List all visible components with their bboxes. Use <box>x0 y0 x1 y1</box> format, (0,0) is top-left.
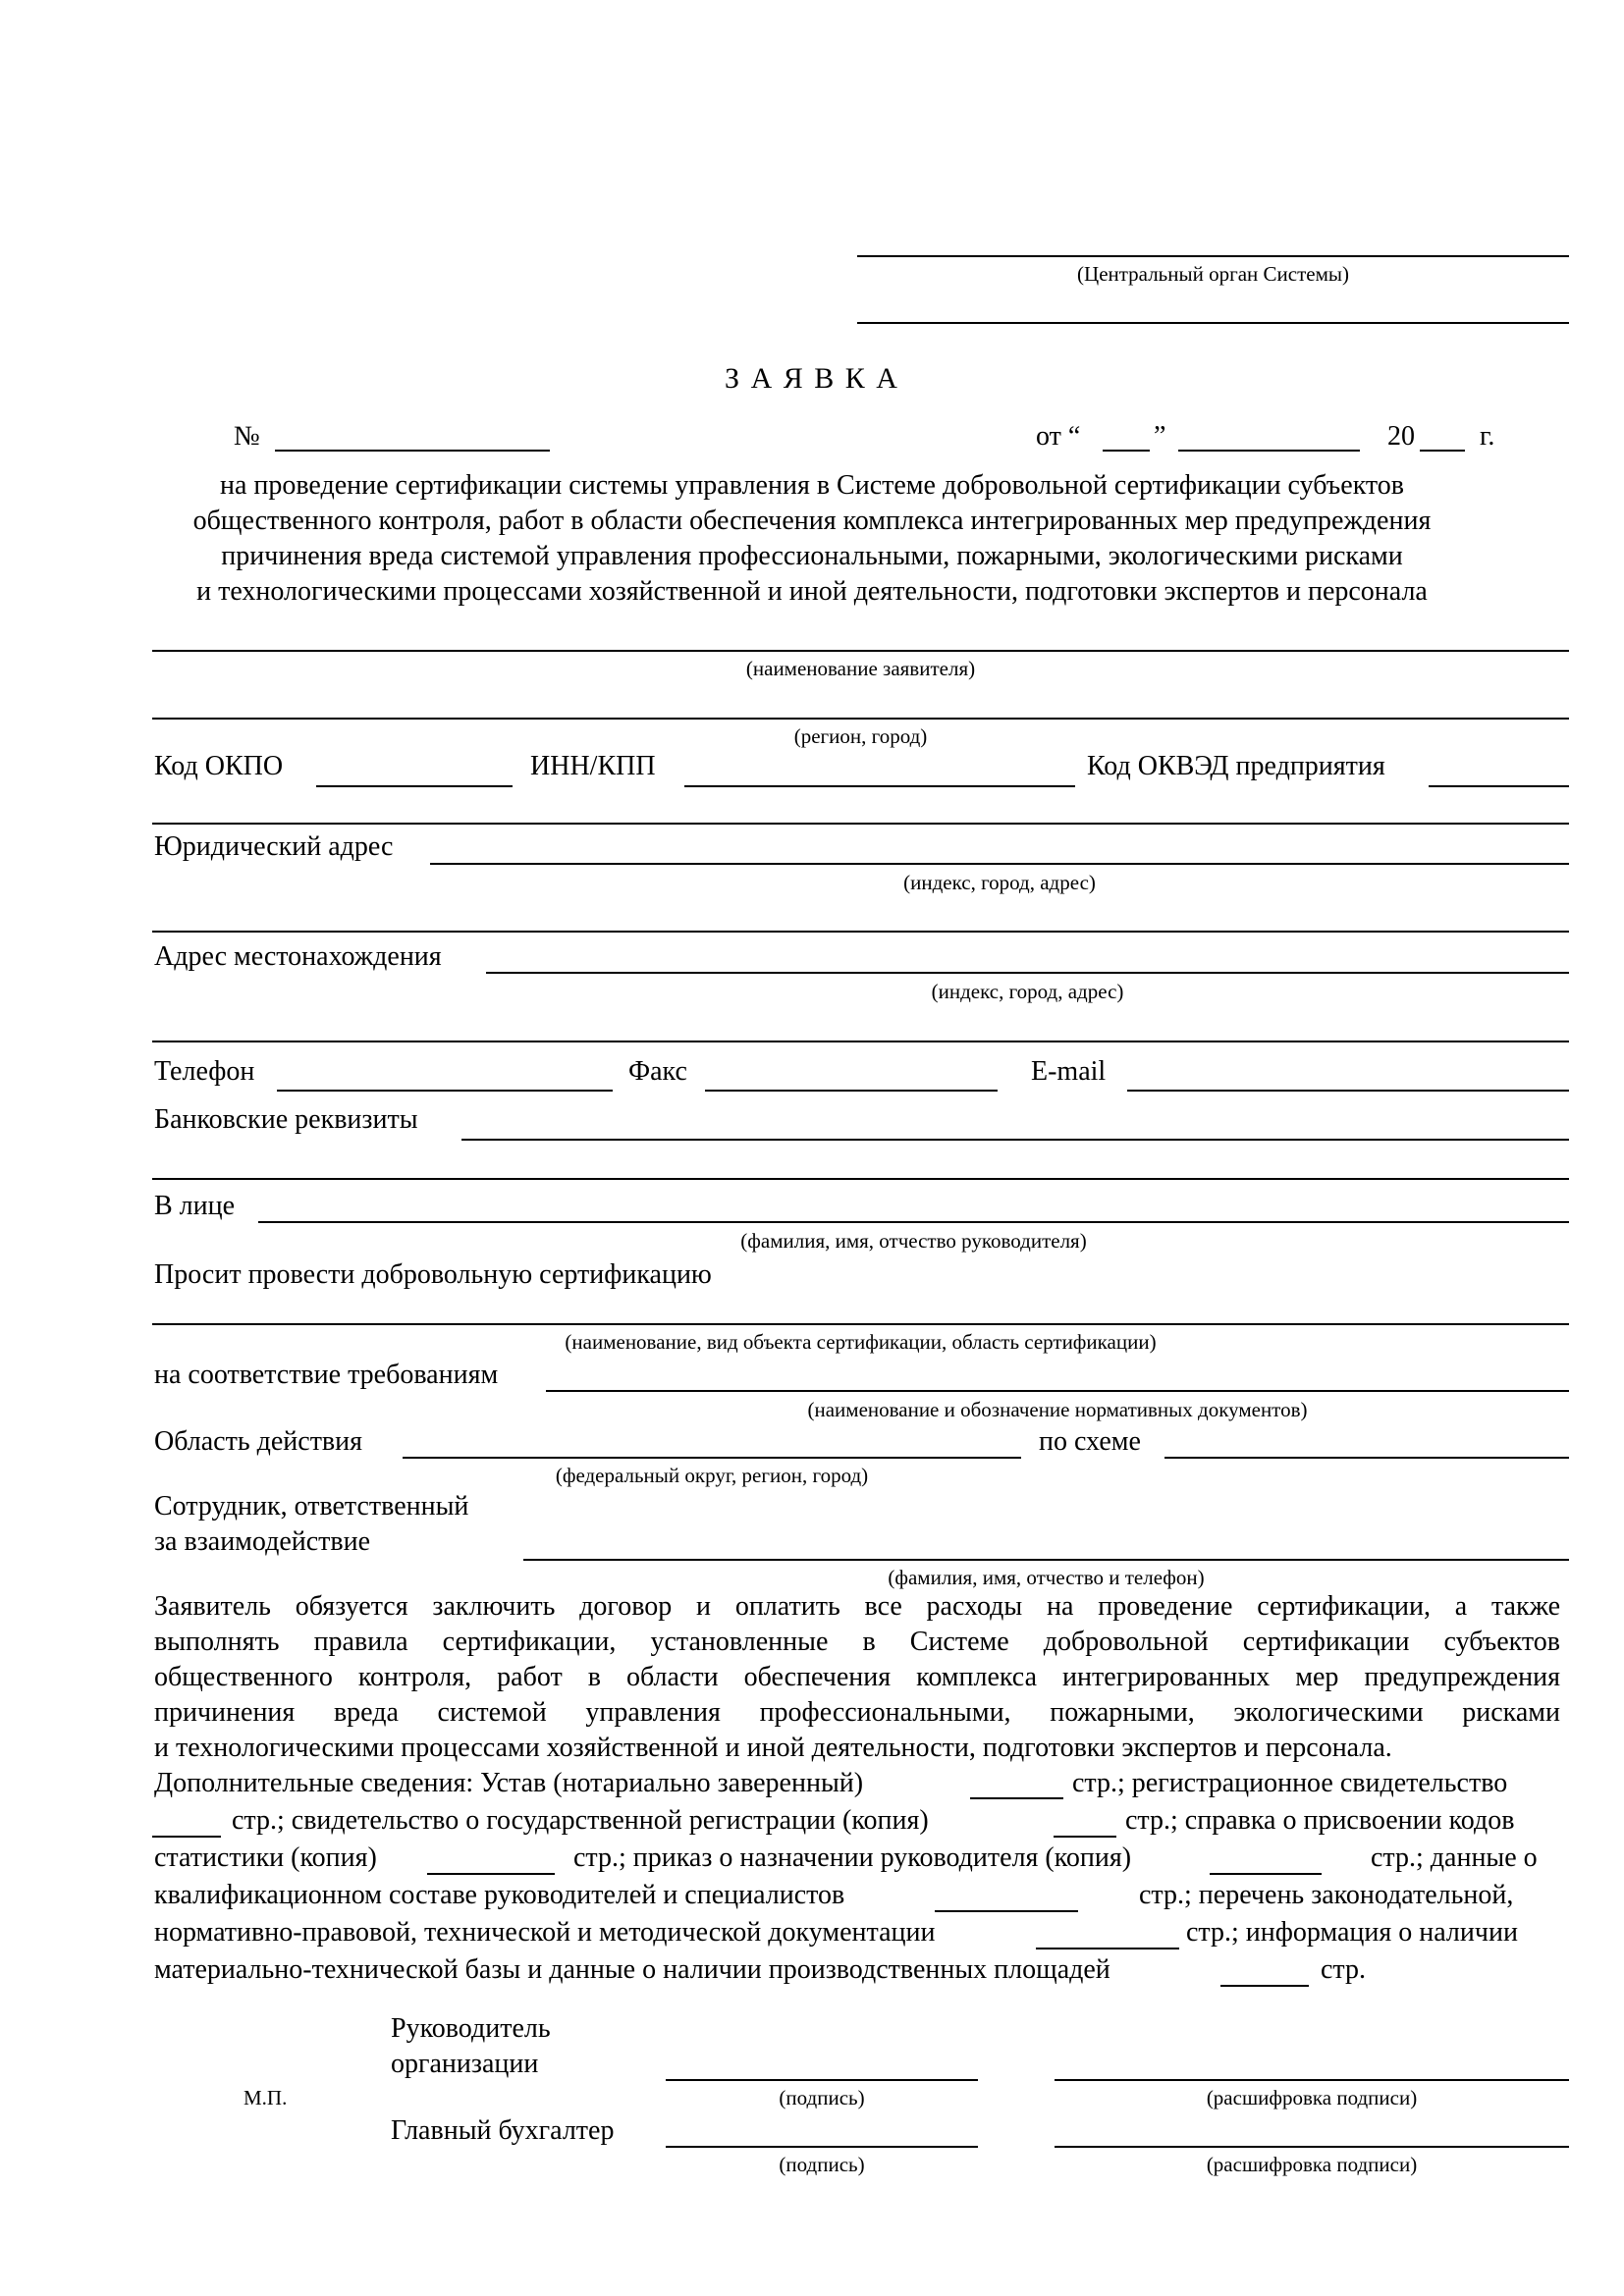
contact-field[interactable] <box>523 1559 1569 1561</box>
scheme-field[interactable] <box>1164 1457 1569 1459</box>
norm-docs-field[interactable] <box>546 1390 1569 1392</box>
phone-label: Телефон <box>154 1056 255 1087</box>
employee-label-2: за взаимодействие <box>154 1526 371 1557</box>
date-month-field[interactable] <box>1178 450 1360 452</box>
okved-field[interactable] <box>1429 785 1569 787</box>
object-field[interactable] <box>152 1323 1569 1325</box>
phone-field[interactable] <box>277 1090 613 1092</box>
compliance-label: на соответствие требованиям <box>154 1360 499 1390</box>
contact-caption: (фамилия, имя, отчество и телефон) <box>888 1566 1205 1589</box>
signature-caption: (подпись) <box>779 2153 865 2176</box>
number-label: № <box>234 421 260 452</box>
accountant-label: Главный бухгалтер <box>391 2115 615 2146</box>
additional-text: стр.; приказ о назначении руководителя (копия) <box>573 1842 1132 1873</box>
date-year-field[interactable] <box>1420 450 1465 452</box>
location-address-caption: (индекс, город, адрес) <box>931 980 1124 1003</box>
additional-text: квалификационном составе руководителей и специалистов <box>154 1880 845 1910</box>
okpo-label: Код ОКПО <box>154 751 284 781</box>
bank-field-2[interactable] <box>152 1178 1569 1180</box>
fax-label: Факс <box>628 1056 687 1087</box>
additional-text: стр.; регистрационное свидетельство <box>1072 1768 1508 1798</box>
inn-field[interactable] <box>684 785 1075 787</box>
fax-field[interactable] <box>705 1090 998 1092</box>
decode-caption: (расшифровка подписи) <box>1206 2153 1418 2176</box>
registration-cert-pages-field[interactable] <box>152 1836 221 1838</box>
head-decode-field[interactable] <box>1055 2079 1569 2081</box>
document-title: З А Я В К А <box>725 362 899 395</box>
accountant-decode-field[interactable] <box>1055 2146 1569 2148</box>
obligation-line-last: и технологическими процессами хозяйственной и иной деятельности, подготовки экспертов и персонала. <box>154 1733 1392 1763</box>
applicant-name-caption: (наименование заявителя) <box>745 657 976 680</box>
signature-caption: (подпись) <box>779 2086 865 2109</box>
additional-text: стр. <box>1321 1954 1367 1985</box>
legal-address-label: Юридический адрес <box>154 831 394 862</box>
object-caption: (наименование, вид объекта сертификации, область сертификации) <box>565 1330 1157 1354</box>
region-city-field[interactable] <box>152 718 1569 720</box>
premises-pages-field[interactable] <box>1220 1985 1309 1987</box>
appointment-order-pages-field[interactable] <box>1210 1873 1322 1875</box>
additional-text: материально-технической базы и данные о наличии производственных площадей <box>154 1954 1110 1985</box>
subtitle-line: причинения вреда системой управления профессиональными, пожарными, экологическими рисками <box>221 541 1403 571</box>
employee-label-1: Сотрудник, ответственный <box>154 1491 469 1522</box>
year-prefix: 20 <box>1387 421 1415 452</box>
date-day-field[interactable] <box>1103 450 1150 452</box>
additional-text: стр.; перечень законодательной, <box>1139 1880 1514 1910</box>
head-label-1: Руководитель <box>391 2013 551 2044</box>
email-field[interactable] <box>1127 1090 1569 1092</box>
statistics-codes-pages-field[interactable] <box>427 1873 555 1875</box>
subtitle-line: общественного контроля, работ в области обеспечения комплекса интегрированных мер предупреждения <box>192 506 1432 536</box>
codes-extra-line[interactable] <box>152 823 1569 825</box>
head-label-2: организации <box>391 2049 539 2079</box>
legal-address-field-2[interactable] <box>152 931 1569 933</box>
documentation-pages-field[interactable] <box>1036 1948 1179 1949</box>
central-body-line-1[interactable] <box>857 255 1569 257</box>
number-field[interactable] <box>275 450 550 452</box>
scheme-label: по схеме <box>1039 1426 1141 1457</box>
obligation-line: Заявитель обязуется заключить договор и оплатить все расходы на проведение сертификации, а также <box>154 1591 1560 1622</box>
okpo-field[interactable] <box>316 785 513 787</box>
head-signature-field[interactable] <box>666 2079 978 2081</box>
date-from-label: от “ <box>1036 421 1081 452</box>
central-body-line-2[interactable] <box>857 322 1569 324</box>
obligation-line: причинения вреда системой управления профессиональными, пожарными, экологическими рисками <box>154 1697 1560 1728</box>
bank-field[interactable] <box>461 1139 1569 1141</box>
location-address-field-2[interactable] <box>152 1041 1569 1042</box>
bank-label: Банковские реквизиты <box>154 1104 418 1135</box>
additional-text: стр.; справка о присвоении кодов <box>1125 1805 1515 1836</box>
head-name-caption: (фамилия, имя, отчество руководителя) <box>740 1229 1087 1253</box>
date-quote-close: ” <box>1154 421 1166 452</box>
district-caption: (федеральный округ, регион, город) <box>555 1464 869 1487</box>
in-person-label: В лице <box>154 1191 236 1221</box>
okved-label: Код ОКВЭД предприятия <box>1087 751 1385 781</box>
state-registration-pages-field[interactable] <box>1054 1836 1116 1838</box>
head-name-field[interactable] <box>258 1221 1569 1223</box>
year-suffix: г. <box>1480 421 1495 452</box>
inn-label: ИНН/КПП <box>530 751 656 781</box>
obligation-line: выполнять правила сертификации, установленные в Системе добровольной сертификации субъектов <box>154 1627 1560 1657</box>
request-label: Просит провести добровольную сертификацию <box>154 1259 712 1290</box>
location-address-label: Адрес местонахождения <box>154 941 442 972</box>
area-field[interactable] <box>403 1457 1021 1459</box>
stamp-label: М.П. <box>244 2086 288 2109</box>
additional-text: нормативно-правовой, технической и методической документации <box>154 1917 936 1948</box>
subtitle-line: на проведение сертификации системы управления в Системе добровольной сертификации субъектов <box>219 470 1405 501</box>
legal-address-caption: (индекс, город, адрес) <box>903 871 1096 894</box>
area-label: Область действия <box>154 1426 363 1457</box>
charter-pages-field[interactable] <box>970 1797 1063 1799</box>
subtitle-line: и технологическими процессами хозяйственной и иной деятельности, подготовки экспертов и персонала <box>196 576 1428 607</box>
central-body-caption: (Центральный орган Системы) <box>1077 262 1349 286</box>
qualification-pages-field[interactable] <box>935 1910 1078 1912</box>
norm-docs-caption: (наименование и обозначение нормативных документов) <box>807 1398 1308 1421</box>
additional-text: Дополнительные сведения: Устав (нотариально заверенный) <box>154 1768 864 1798</box>
accountant-signature-field[interactable] <box>666 2146 978 2148</box>
location-address-field[interactable] <box>486 972 1569 974</box>
applicant-name-field[interactable] <box>152 650 1569 652</box>
additional-text: стр.; информация о наличии <box>1186 1917 1518 1948</box>
additional-text: статистики (копия) <box>154 1842 377 1873</box>
email-label: E-mail <box>1031 1056 1107 1087</box>
region-city-caption: (регион, город) <box>793 724 928 748</box>
additional-text: стр.; данные о <box>1371 1842 1538 1873</box>
legal-address-field[interactable] <box>430 863 1569 865</box>
additional-text: стр.; свидетельство о государственной регистрации (копия) <box>232 1805 929 1836</box>
obligation-line: общественного контроля, работ в области обеспечения комплекса интегрированных мер предупреждения <box>154 1662 1560 1692</box>
decode-caption: (расшифровка подписи) <box>1206 2086 1418 2109</box>
